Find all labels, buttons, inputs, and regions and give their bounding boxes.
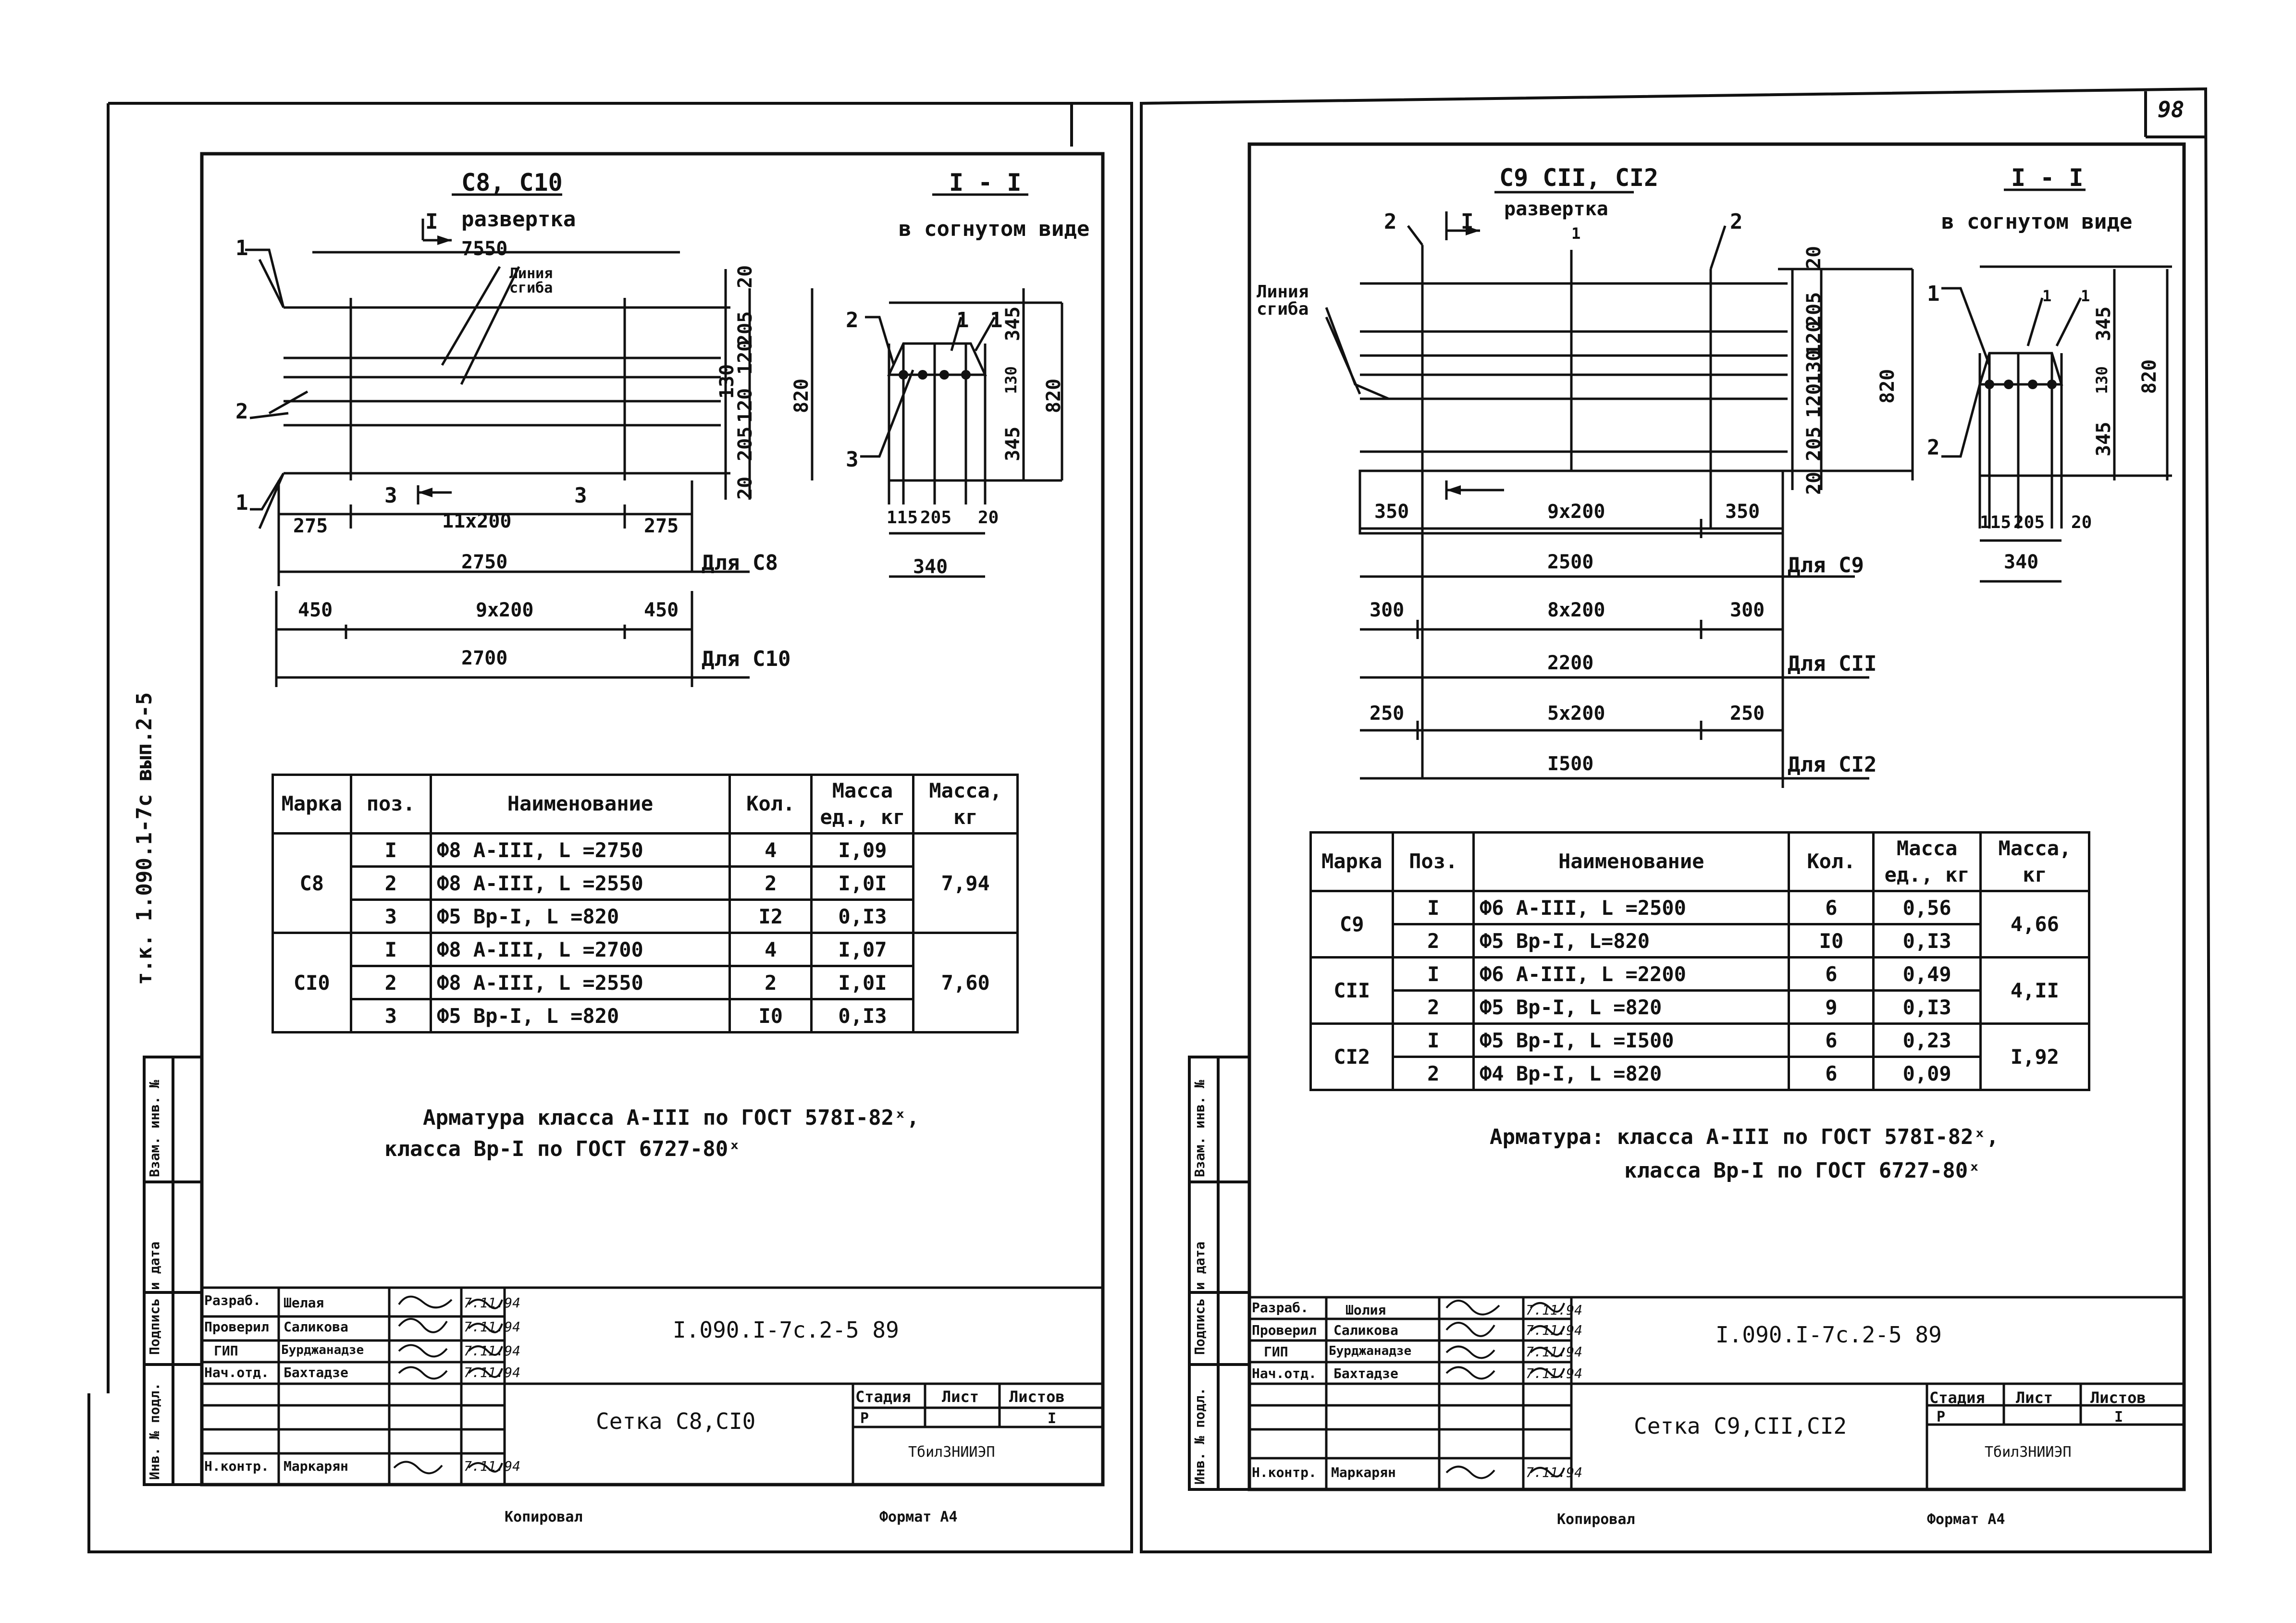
left-dim-130: 130 [716,364,738,399]
cell-pos: I [1393,891,1474,924]
table-row [1311,1024,2089,1057]
left-bent-view: в согнутом виде [899,217,1090,241]
right-sec-b1: 115 [1980,513,2012,532]
cell-name: Ф8 А-III, L =2550 [431,966,729,999]
right-a-end2: 350 [1725,501,1760,523]
left-doc-code: I.090.I-7с.2-5 89 [673,1317,899,1343]
cell-pos: 3 [351,999,431,1033]
cell-pos: 2 [1393,991,1474,1024]
left-stamp-name: Бахтадзе [284,1365,348,1380]
right-drawing-title: С9 СII, СI2 [1499,164,1659,192]
right-bent-view: в согнутом виде [1941,209,2133,234]
cell-unit: I,07 [812,933,913,966]
left-dim-end2: 275 [644,515,679,537]
right-c-mid: 5x200 [1547,702,1605,725]
cell-unit: I,0I [812,867,913,900]
cell-qty: 6 [1789,1024,1874,1057]
right-c-end1: 250 [1370,702,1405,725]
left-stamp-date: 7.11.94 [464,1343,521,1359]
right-a-total: 2500 [1547,551,1594,573]
cell-mass: 4,II [1980,958,2089,1024]
left-pos-3b: 3 [574,483,587,508]
cell-pos: 2 [1393,1057,1474,1090]
right-stamp-role: Разраб. [1252,1300,1309,1316]
right-dim-205a: 205 [1803,292,1825,327]
right-c-total: I500 [1547,753,1594,775]
left-sec-btotal: 340 [913,556,948,578]
cell-pos: 2 [351,966,431,999]
right-spec-table [1309,831,2090,1091]
left-dim-end1: 275 [293,515,328,537]
cell-unit: 0,I3 [1874,991,1980,1024]
left-section-mark: I [425,209,438,234]
page-number: 98 [2158,97,2185,123]
cell-unit: 0,49 [1874,958,1980,991]
cell-name: Ф6 А-III, L =2200 [1474,958,1789,991]
left-dim-mid2: 9x200 [476,599,534,621]
table-row [273,834,1018,867]
left-list-header: Лист [942,1388,979,1406]
cell-unit: 0,09 [1874,1057,1980,1090]
cell-mark: СII [1311,958,1393,1024]
table-row [1311,924,2089,958]
left-note-c8: Для С8 [702,551,778,575]
cell-unit: I,0I [812,966,913,999]
left-lists-header: Листов [1009,1388,1065,1406]
left-stage-value: Р [860,1410,869,1427]
left-stamp-role: Нач.отд. [204,1365,269,1380]
cell-qty: 9 [1789,991,1874,1024]
left-stamp-date: 7.11.94 [464,1295,521,1311]
right-stamp-date: 7.11.94 [1526,1464,1583,1480]
right-doc-code: I.090.I-7с.2-5 89 [1716,1322,1942,1348]
left-stamp-name: Шелая [284,1295,324,1311]
cell-mark: СI2 [1311,1024,1393,1090]
cell-qty: I0 [1789,924,1874,958]
right-list-value: I [2114,1409,2123,1426]
cell-qty: I0 [730,999,812,1033]
th-pos: поз. [351,775,431,834]
cell-mass: 7,60 [913,933,1018,1033]
cell-name: Ф8 А-III, L =2700 [431,933,729,966]
left-stamp-date: 7.11.94 [464,1458,521,1474]
right-stamp-name: Бурджанадзе [1329,1344,1412,1358]
left-dim-205a: 205 [734,311,756,346]
left-note-line1: Арматура класса А-III по ГОСТ 578I-82ˣ, [423,1106,920,1130]
table-row [1311,1057,2089,1090]
left-stage-header: Стадия [855,1388,911,1406]
right-footer-format: Формат А4 [1927,1511,2005,1528]
margin-cell-replace: Взам. инв. № [147,1080,162,1177]
th-pos: Поз. [1393,833,1474,891]
cell-pos: 2 [351,867,431,900]
cell-unit: 0,I3 [812,900,913,933]
cell-qty: 6 [1789,891,1874,924]
right-stamp-role: Проверил [1252,1322,1317,1338]
cell-qty: 2 [730,867,812,900]
cell-pos: 3 [351,900,431,933]
cell-pos: 2 [1393,924,1474,958]
left-dim-l2: 2700 [461,647,508,669]
left-sec-pos-1b: 1 [990,308,1003,332]
cell-name: Ф5 Вр-I, L =820 [1474,991,1789,1024]
left-bend-line-label: Линия сгиба [509,265,553,296]
cell-qty: 2 [730,966,812,999]
right-dim-20a: 20 [1803,246,1825,269]
cell-name: Ф8 А-III, L =2750 [431,834,729,867]
right-dim-205b: 205 [1803,426,1825,461]
left-sec-h1: 345 [1002,306,1024,341]
left-section-title: I - I [949,169,1022,197]
table-row [273,933,1018,966]
right-stamp-date: 7.11.94 [1526,1344,1583,1360]
right-a-mid: 9x200 [1547,501,1605,523]
right-stamp-role: Н.контр. [1252,1464,1317,1480]
right-b-mid: 8x200 [1547,599,1605,621]
left-unfold-label: развертка [461,207,576,232]
left-pos-2: 2 [235,399,248,424]
th-mass: Масса, кг [1980,833,2089,891]
right-footer-copy: Копировал [1557,1511,1635,1528]
right-sec-h1: 345 [2093,306,2115,341]
right-dim-20b: 20 [1803,471,1825,495]
right-stamp-role: ГИП [1264,1344,1288,1360]
th-qty: Кол. [730,775,812,834]
left-footer-copy: Копировал [505,1509,583,1525]
th-unit-mass: Масса ед., кг [1874,833,1980,891]
right-stamp-name: Маркарян [1331,1464,1396,1480]
right-section-title: I - I [2011,164,2084,192]
cell-mass: I,92 [1980,1024,2089,1090]
table-header-row [1311,833,2089,891]
cell-pos: I [1393,1024,1474,1057]
left-org: ТбилЗНИИЭП [908,1444,995,1461]
right-sec-total: 820 [2138,359,2160,394]
left-spec-table [272,774,1019,1033]
left-pos-3a: 3 [384,483,397,508]
left-sec-b3: 20 [978,508,999,528]
right-c-end2: 250 [1730,702,1765,725]
left-dim-end3: 450 [298,599,333,621]
cell-name: Ф8 А-III, L =2550 [431,867,729,900]
right-sec-h2: 130 [2093,366,2111,394]
left-stamp-name: Маркарян [284,1458,348,1474]
left-sec-pos-2: 2 [846,308,859,332]
right-dim-total: 820 [1876,369,1899,404]
right-sec-pos-1a: 1 [1927,282,1940,306]
right-sec-h3: 345 [2093,421,2115,456]
left-dim-mid: 11x200 [442,510,512,532]
right-b-end2: 300 [1730,599,1765,621]
right-b-end1: 300 [1370,599,1405,621]
cell-mark: С9 [1311,891,1393,958]
left-stamp-date: 7.11.94 [464,1319,521,1335]
right-stamp-name: Шолия [1346,1302,1386,1318]
cell-unit: 0,23 [1874,1024,1980,1057]
th-mark: Марка [273,775,351,834]
left-stamp-name: Саликова [284,1319,348,1335]
left-sec-h3: 345 [1002,426,1024,461]
left-dim-total: 820 [790,378,813,413]
table-row [1311,891,2089,924]
left-drawing-title: С8, С10 [461,169,563,197]
right-sec-b3: 20 [2071,513,2092,532]
margin-doc-label: т.к. 1.090.1-7с вып.2-5 [132,692,157,985]
left-stamp-name: Бурджанадзе [281,1343,364,1357]
left-dim-l1: 2750 [461,551,508,573]
right-stamp-date: 7.11.94 [1526,1365,1583,1381]
th-unit-mass: Масса ед., кг [812,775,913,834]
cell-name: Ф6 А-III, L =2500 [1474,891,1789,924]
right-dim-120b: 120 [1803,383,1825,418]
left-sheet-title: Сетка С8,СI0 [596,1408,756,1434]
right-stamp-name: Саликова [1333,1322,1398,1338]
cell-unit: 0,I3 [812,999,913,1033]
th-mark: Марка [1311,833,1393,891]
cell-name: Ф5 Вр-I, L=820 [1474,924,1789,958]
right-list-header: Лист [2016,1389,2053,1407]
margin-cell-replace-right: Взам. инв. № [1192,1080,1208,1177]
left-sec-pos-3: 3 [846,447,859,472]
right-sheet-title: Сетка С9,СII,СI2 [1634,1413,1847,1439]
left-footer-format: Формат А4 [879,1509,958,1525]
cell-qty: I2 [730,900,812,933]
right-pos-2b: 2 [1730,209,1743,234]
right-a-note: Для С9 [1788,553,1864,578]
table-row [273,966,1018,999]
right-b-note: Для СII [1788,652,1877,676]
right-section-mark: I [1461,209,1474,234]
left-note-c10: Для С10 [702,647,791,671]
right-stamp-role: Нач.отд. [1252,1365,1317,1381]
right-b-total: 2200 [1547,652,1594,674]
th-name: Наименование [1474,833,1789,891]
left-stamp-role: Н.контр. [204,1458,269,1474]
left-dim-end4: 450 [644,599,679,621]
left-stamp-role: Разраб. [204,1292,261,1308]
th-name: Наименование [431,775,729,834]
right-a-end1: 350 [1374,501,1409,523]
left-stamp-role: Проверил [204,1319,269,1335]
cell-name: Ф5 Вр-I, L =820 [431,900,729,933]
margin-cell-sign-right: Подпись и дата [1192,1241,1208,1355]
left-sec-total: 820 [1043,378,1065,413]
left-stamp-role: ГИП [214,1343,238,1359]
cell-unit: 0,I3 [1874,924,1980,958]
right-dim-130: 130 [1803,349,1825,384]
cell-qty: 4 [730,834,812,867]
right-stamp-date: 7.11.94 [1526,1302,1583,1318]
cell-mass: 4,66 [1980,891,2089,958]
right-pos-1a: 1 [1571,224,1581,243]
cell-name: Ф5 Вр-I, L =I500 [1474,1024,1789,1057]
table-row [1311,958,2089,991]
right-sec-btotal: 340 [2004,551,2039,573]
right-note-line2: класса Вр-I по ГОСТ 6727-80ˣ [1624,1158,1981,1183]
left-pos-1b: 1 [235,491,248,515]
table-row [273,867,1018,900]
left-lists-value: I [1048,1410,1057,1427]
right-org: ТбилЗНИИЭП [1985,1444,2072,1461]
table-header-row [273,775,1018,834]
left-dim-120a: 120 [734,340,756,375]
cell-qty: 4 [730,933,812,966]
cell-pos: I [351,834,431,867]
left-dim-20a: 20 [734,265,756,288]
left-sec-pos-1a: 1 [956,308,969,332]
right-stage-header: Стадия [1929,1389,1985,1407]
right-bend-line-label: Линия сгиба [1257,282,1309,319]
cell-qty: 6 [1789,1057,1874,1090]
right-sec-pos-2: 2 [1927,435,1940,460]
right-stamp-date: 7.11.94 [1526,1322,1583,1338]
left-dim-205b: 205 [734,426,756,461]
margin-cell-inv: Инв. № подл. [147,1382,162,1480]
right-stamp-name: Бахтадзе [1333,1365,1398,1381]
right-sec-pos-1c: 1 [2081,287,2090,305]
cell-name: Ф5 Вр-I, L =820 [431,999,729,1033]
left-dim-120b: 120 [734,388,756,423]
table-row [1311,991,2089,1024]
cell-mark: С8 [273,834,351,933]
right-c-note: Для СI2 [1788,752,1877,777]
cell-pos: I [351,933,431,966]
right-unfold-label: развертка [1504,198,1608,220]
left-note-line2: класса Вр-I по ГОСТ 6727-80ˣ [384,1137,741,1161]
right-lists-header: Листов [2090,1389,2146,1407]
right-sec-pos-1b: 1 [2042,287,2052,305]
left-sec-b2: 205 [920,508,952,528]
left-stamp-date: 7.11.94 [464,1365,521,1380]
th-mass: Масса, кг [913,775,1018,834]
cell-pos: I [1393,958,1474,991]
left-pos-1: 1 [235,236,248,260]
cell-unit: I,09 [812,834,913,867]
right-stage-value: Р [1937,1409,1946,1426]
table-row [273,900,1018,933]
right-sec-b2: 205 [2013,513,2045,532]
th-qty: Кол. [1789,833,1874,891]
cell-qty: 6 [1789,958,1874,991]
right-pos-2a: 2 [1384,209,1397,234]
left-top-length: 7550 [461,238,508,260]
left-sec-b1: 115 [887,508,918,528]
cell-mass: 7,94 [913,834,1018,933]
left-dim-20b: 20 [734,476,756,500]
table-row [273,999,1018,1033]
right-dim-120a: 120 [1803,320,1825,356]
cell-name: Ф4 Вр-I, L =820 [1474,1057,1789,1090]
left-sec-h2: 130 [1002,366,1020,394]
cell-unit: 0,56 [1874,891,1980,924]
margin-cell-inv-right: Инв. № подл. [1192,1387,1208,1485]
cell-mark: СI0 [273,933,351,1033]
right-note-line1: Арматура: класса А-III по ГОСТ 578I-82ˣ, [1490,1125,1999,1149]
margin-cell-sign: Подпись и дата [147,1241,162,1355]
